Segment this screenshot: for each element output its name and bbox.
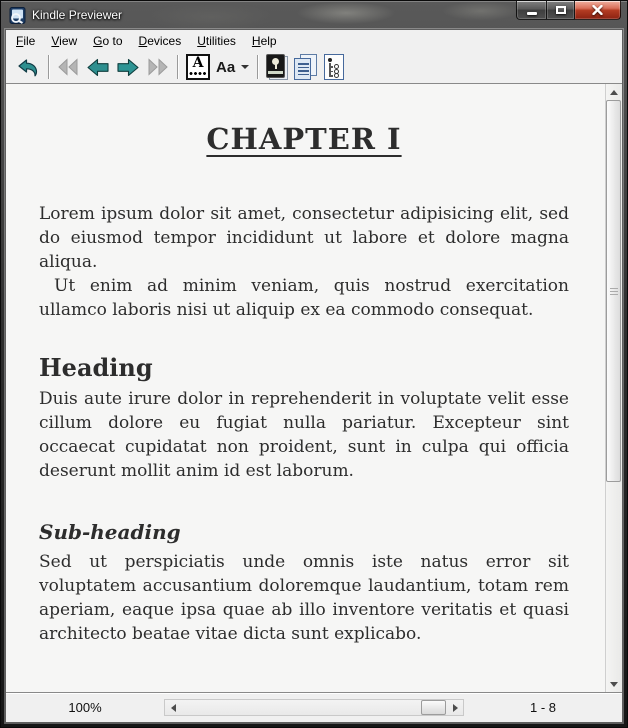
menu-utilities[interactable]: Utilities xyxy=(197,33,236,48)
pages-icon xyxy=(294,54,317,80)
toolbar xyxy=(6,51,622,83)
chapter-title: CHAPTER I xyxy=(206,122,402,156)
book-page xyxy=(6,84,605,692)
menubar xyxy=(6,30,622,51)
menu-help[interactable]: Help xyxy=(251,33,277,48)
toolbar-separator xyxy=(48,55,49,79)
menu-file[interactable]: File xyxy=(16,33,36,48)
list-page-icon xyxy=(324,54,344,80)
prev-page-button[interactable] xyxy=(83,54,113,80)
maximize-icon xyxy=(556,6,566,14)
maximize-button[interactable] xyxy=(546,1,575,20)
page-range: 1 - 8 xyxy=(529,700,556,715)
sub-heading: Sub-heading xyxy=(39,520,181,544)
chevron-down-icon xyxy=(241,65,249,69)
close-button[interactable] xyxy=(575,1,621,20)
toolbar-separator xyxy=(257,55,258,79)
menu-view[interactable]: View xyxy=(51,33,78,48)
double-chevron-left-icon xyxy=(57,58,80,76)
arrow-left-icon xyxy=(86,58,110,77)
font-size-label: Aa xyxy=(216,58,236,76)
horizontal-scrollbar-thumb[interactable] xyxy=(421,700,446,715)
triangle-right-icon xyxy=(453,704,458,712)
section-heading: Heading xyxy=(39,353,153,382)
triangle-up-icon xyxy=(610,90,618,95)
undo-button[interactable] xyxy=(13,54,43,80)
triangle-down-icon xyxy=(610,682,618,687)
paragraph: Ut enim ad minim veniam, quis nostrud exercitation ullamco laboris nisi ut aliquip ex ea commodo consequat. xyxy=(39,276,569,320)
content-area xyxy=(6,83,622,693)
double-chevron-right-icon xyxy=(146,58,169,76)
window-title: Kindle Previewer xyxy=(32,8,123,22)
font-size-button[interactable] xyxy=(213,54,252,80)
menu-devices[interactable]: Devices xyxy=(138,33,182,48)
book-view-icon: A xyxy=(186,54,210,80)
window-controls xyxy=(516,1,621,20)
vertical-scrollbar[interactable] xyxy=(605,84,622,692)
undo-arrow-icon xyxy=(16,58,40,77)
client-area xyxy=(5,29,623,723)
statusbar xyxy=(6,693,622,722)
next-page-button[interactable] xyxy=(113,54,143,80)
scroll-right-button[interactable] xyxy=(447,700,463,715)
scroll-up-button[interactable] xyxy=(606,84,622,100)
next-section-button[interactable] xyxy=(143,54,172,80)
kindle-previewer-icon xyxy=(9,7,26,24)
book-view-button[interactable] xyxy=(183,54,213,80)
horizontal-scrollbar[interactable] xyxy=(164,699,464,716)
scrollbar-grip-icon xyxy=(610,288,618,295)
close-icon xyxy=(592,5,603,15)
prev-section-button[interactable] xyxy=(54,54,83,80)
cover-view-icon xyxy=(266,54,288,80)
scroll-down-button[interactable] xyxy=(606,676,622,692)
toolbar-separator xyxy=(177,55,178,79)
minimize-button[interactable] xyxy=(516,1,546,20)
arrow-right-icon xyxy=(116,58,140,77)
cover-view-button[interactable] xyxy=(263,54,291,80)
scroll-left-button[interactable] xyxy=(165,700,181,715)
zoom-level: 100% xyxy=(68,700,102,715)
paragraph: Sed ut perspiciatis unde omnis iste natus error sit voluptatem accusantium doloremque laudantium, totam rem aperiam, eaque ipsa quae ab illo inventore veritatis et quasi architecto beatae vitae dicta sunt explicabo. xyxy=(39,552,569,644)
triangle-left-icon xyxy=(171,704,176,712)
menu-goto[interactable]: Go to xyxy=(93,33,123,48)
paragraph: Lorem ipsum dolor sit amet, consectetur adipisicing elit, sed do eiusmod tempor incididunt ut labore et dolore magna aliqua. xyxy=(39,204,569,272)
minimize-icon xyxy=(527,12,537,15)
ncx-view-button[interactable] xyxy=(320,54,348,80)
vertical-scrollbar-thumb[interactable] xyxy=(606,100,621,482)
paragraph: Duis aute irure dolor in reprehenderit in voluptate velit esse cillum dolore eu fugiat nulla pariatur. Excepteur sint occaecat cupidatat non proident, sunt in culpa qui officia deserunt mollit anim id est laborum. xyxy=(39,389,569,481)
text-view-button[interactable] xyxy=(291,54,320,80)
